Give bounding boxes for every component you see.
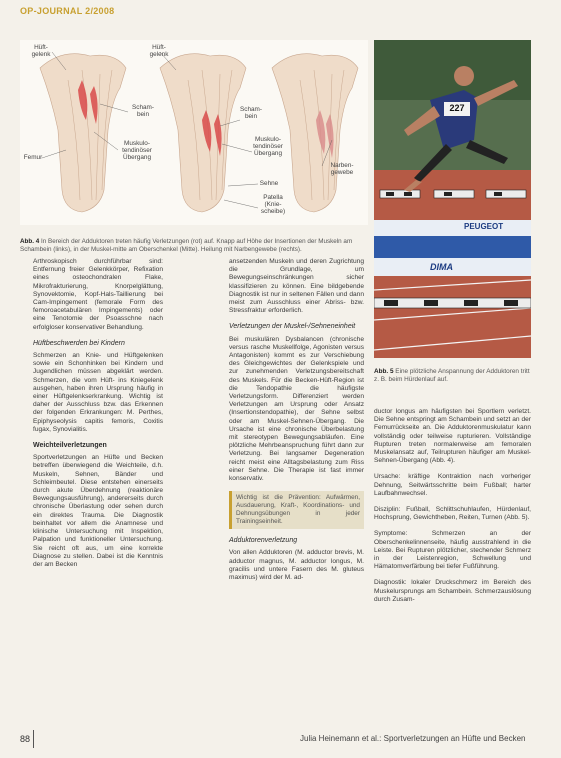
footer-divider [33, 730, 34, 748]
text-column-2 [229, 258, 364, 590]
col1-paragraph-3: Sportverletzungen an Hüfte und Becken betreffen überwiegend die Weichteile, d.h. Muskeln, Sehnen, Bänder und Schleimbeutel. Diese entstehen einerseits durch akute Überdehnung (reaktionäre Bewegungsausführung), andererseits durch chronische Überlastung oder sehen durch ein direktes Trauma. Die Diagnostik beinhaltet vor allem die Anamnese und klinische Untersuchung mit Inspektion, Palpation und funktioneller Untersuchung. Sie reicht oft aus, um eine korrekte Diagnose zu stellen. Dabei ist die Kenntnis der am Becken [33, 454, 163, 568]
figure-4-caption-text: In Bereich der Adduktoren treten häufig Verletzungen (rot) auf. Knapp auf Höhe der Insertionen der Muskeln am Schambein (links), in der Muskel-mitte am Oberschenkel (Mitte). Heilung mit Narbengewebe (rechts). [20, 238, 353, 253]
banner-peugeot: PEUGEOT [464, 222, 504, 231]
figure-5-caption [374, 368, 531, 383]
col1-paragraph-2: Schmerzen an Knie- und Hüftgelenken sowie ein Schonhinken bei Kindern und Jugendlichen müssen abgeklärt werden. Schmerzen, die vom Hüft- ins Kniegelenk ausgehen, haben ihren Ursprung häufig in einer Hüftgelenkserkrankung. Wichtig ist daher der Ausschluss bzw. das Erkennen der folgenden Erkrankungen: M. Perthes, Epiphyseolysis capitis femoris, Coxitis fugax, Synovialitis. [33, 352, 163, 433]
hurdler-illustration [374, 40, 531, 358]
col3-paragraph-1: ductor longus am häufigsten bei Sportlern verletzt. Die Sehne entspringt am Schambein und setzt an der Femurrückseite an. Die Adduktorenmuskulatur kann vollständig oder teilweise rupturieren. Vollständige Rupturen treten normalerweise am femoralen Muskelansatz auf, Teilrupturen häufiger am Muskel-Sehnen-Übergang (Abb. 4). [374, 408, 531, 465]
prevention-note-box: Wichtig ist die Prävention: Aufwärmen, Ausdauerung, Kraft-, Koordinations- und Dehnungsübungen in jeder Trainingseinheit. [229, 491, 364, 529]
label-tendon: Sehne [259, 180, 279, 187]
label-hip-joint-center: Hüft- gelenk [149, 44, 169, 58]
page-number: 88 [20, 734, 31, 744]
col3-paragraph-3: Disziplin: Fußball, Schlittschuhlaufen, Hürdenlauf, Hochsprung, Gewichtheben, Reiten, Turnen (Abb. 5). [374, 506, 531, 522]
col3-paragraph-5: Diagnostik: lokaler Druckschmerz im Bereich des Muskelursprungs am Schambein. Schmerzauslösung durch Zusam- [374, 579, 531, 603]
col2-paragraph-2: Bei muskulären Dysbalancen (chronische versus rasche Muskellfolge, Agonisten versus Antagonisten) kommt es zur Verschiebung des Gleichgewichtes der Gelenkspiele und zur zunehmenden Verletzungsbereitschaft des Muskels. Für die Becken-Hüft-Region ist die Tendopathie die häufigste Verletzungsform. Differenziert werden Verletzungen am Ursprung oder Ansatz (Insertionstendopathie), der Sehne selbst oder am Muskel-Sehnen-Übergang. Die Ursache ist eine chronische Überbelastung mit stereotypen Bewegungsabläufen. Eine plötzliche Mehrbeanspruchung führt dann zur Verletzung. Bei langsamer Degeneration reicht meist eine Alltagsbelastung zum Riss einer Sehne. Die Therapie ist fast immer konservativ. [229, 335, 364, 483]
label-pubic-bone-2: Scham- bein [239, 106, 263, 120]
label-femur: Femur [23, 154, 43, 161]
running-footer: Julia Heinemann et al.: Sportverletzungen an Hüfte und Becken [300, 734, 526, 743]
label-patella: Patella (Knie- scheibe) [260, 194, 286, 215]
hurdler-photo [374, 40, 531, 358]
text-column-3 [374, 408, 531, 612]
adductor-anatomy-figure [20, 40, 368, 225]
col1-heading-soft-tissue: Weichteilverletzungen [33, 442, 107, 450]
figure-5-caption-text: Eine plötzliche Anspannung der Adduktoren tritt z. B. beim Hürdenlauf auf. [374, 368, 530, 383]
label-scar-tissue: Narben- gewebe [330, 162, 354, 176]
col2-heading-muscle-tendon: Verletzungen der Muskel-/Sehneneinheit [229, 323, 356, 331]
col3-paragraph-2: Ursache: kräftige Kontraktion nach vorheriger Dehnung, Seitwärtsschritte beim Fußball; harter Laufbahnwechsel. [374, 473, 531, 497]
figure-5-label: Abb. 5 [374, 368, 394, 375]
banner-dima: DIMA [430, 262, 453, 272]
runner-bib-number: 227 [449, 103, 465, 113]
col2-paragraph-3: Von allen Adduktoren (M. adductor brevis, M. adductor magnus, M. adductor longus, M. gracilis und untere Fasern des M. gluteus maximus) wird der M. ad- [229, 549, 364, 582]
label-musculotendinous-2: Muskulo- tendinöser Übergang [253, 136, 283, 157]
label-pubic-bone-1: Scham- bein [131, 104, 155, 118]
text-column-1 [33, 258, 163, 577]
figure-4-caption [20, 238, 368, 254]
col1-heading-children: Hüftbeschwerden bei Kindern [33, 339, 125, 347]
label-hip-joint-left: Hüft- gelenk [31, 44, 51, 58]
figure-4-label: Abb. 4 [20, 238, 40, 245]
journal-header: OP-JOURNAL 2/2008 [20, 6, 115, 16]
col3-paragraph-4: Symptome: Schmerzen an der Oberschenkelinnenseite, häufig ausstrahlend in die Leiste. Bei Rupturen plötzlicher, stechender Schmerz in der Leistenregion, Schwellung und Hämatomverfärbung bei tiefer Fußführung. [374, 530, 531, 571]
anatomy-illustration [20, 40, 368, 225]
col2-heading-adductor: Adduktorenverletzung [229, 537, 298, 545]
label-musculotendinous-1: Muskulo- tendinöser Übergang [122, 140, 152, 161]
col2-paragraph-1: ansetzenden Muskeln und deren Zugrichtung die Grundlage, um Bewegungseinschränkungen sicher klassifizieren zu können. Eine bildgebende Diagnostik ist nur in seltenen Fällen und dann meist zum Ausschluss einer Abriss- bzw. Stressfraktur erforderlich. [229, 258, 364, 315]
col1-paragraph-1: Arthroskopisch durchführbar sind: Entfernung freier Gelenkkörper, Refixation eines osteochondralen Flake, Mikrofrakturierung, Knorpelglättung, Synovektomie, Kopf-Hals-Taillierung bei Cam-Impingement (femorale Form des femoroacetabulären Impingements) oder eine Tenotomie der Psoasschne nach erfolgloser konservativer Behandlung. [33, 258, 163, 331]
